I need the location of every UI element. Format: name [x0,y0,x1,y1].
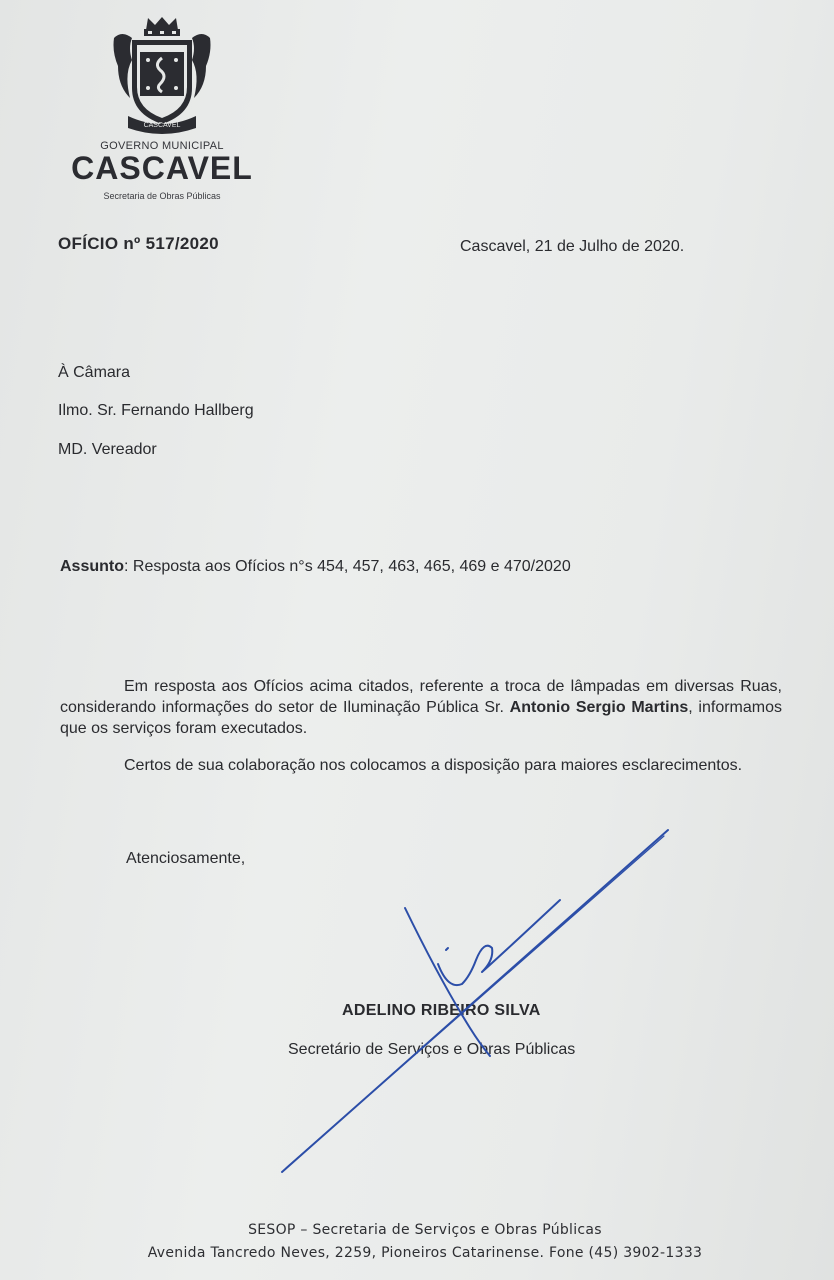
place-and-date: Cascavel, 21 de Julho de 2020. [460,238,685,255]
subject-line [60,558,571,576]
footer-line-1: SESOP – Secretaria de Serviços e Obras Públicas [248,1222,602,1238]
recipient-line-3: MD. Vereador [58,441,157,458]
subject-text: : Resposta aos Ofícios n°s 454, 457, 463, 465, 469 e 470/2020 [124,558,571,575]
recipient-line-1: À Câmara [58,364,131,381]
signer-title: Secretário de Serviços e Obras Públicas [288,1041,576,1058]
closing-salutation: Atenciosamente, [126,850,246,867]
body-paragraph-1 [60,676,782,739]
city-crest-logo [110,14,214,138]
department-label: Secretaria de Obras Públicas [103,191,221,201]
paragraph-2-text: Certos de sua colaboração nos colocamos a disposição para maiores esclarecimentos. [124,757,743,774]
footer-line-2: Avenida Tancredo Neves, 2259, Pioneiros Catarinense. Fone (45) 3902-1333 [147,1245,703,1261]
crest-ribbon-text: CASCAVEL [143,122,181,129]
paragraph-1-start: Em resposta aos Ofícios acima citados, referente a troca de lâmpadas em diversas Ruas, considerando informações do setor de Iluminação Pública Sr. [60,678,782,716]
government-label: GOVERNO MUNICIPAL [100,140,224,152]
document-reference: OFÍCIO nº 517/2020 [58,234,219,253]
paragraph-1-end: , informamos que os serviços foram executados. [60,699,783,737]
body-paragraph-2 [60,755,782,776]
signer-name: ADELINO RIBEIRO SILVA [342,1002,541,1019]
person-name: Antonio Sergio Martins [509,699,689,716]
city-name: CASCAVEL [71,150,253,186]
subject-label: Assunto [60,558,124,575]
recipient-line-2: Ilmo. Sr. Fernando Hallberg [58,402,254,419]
